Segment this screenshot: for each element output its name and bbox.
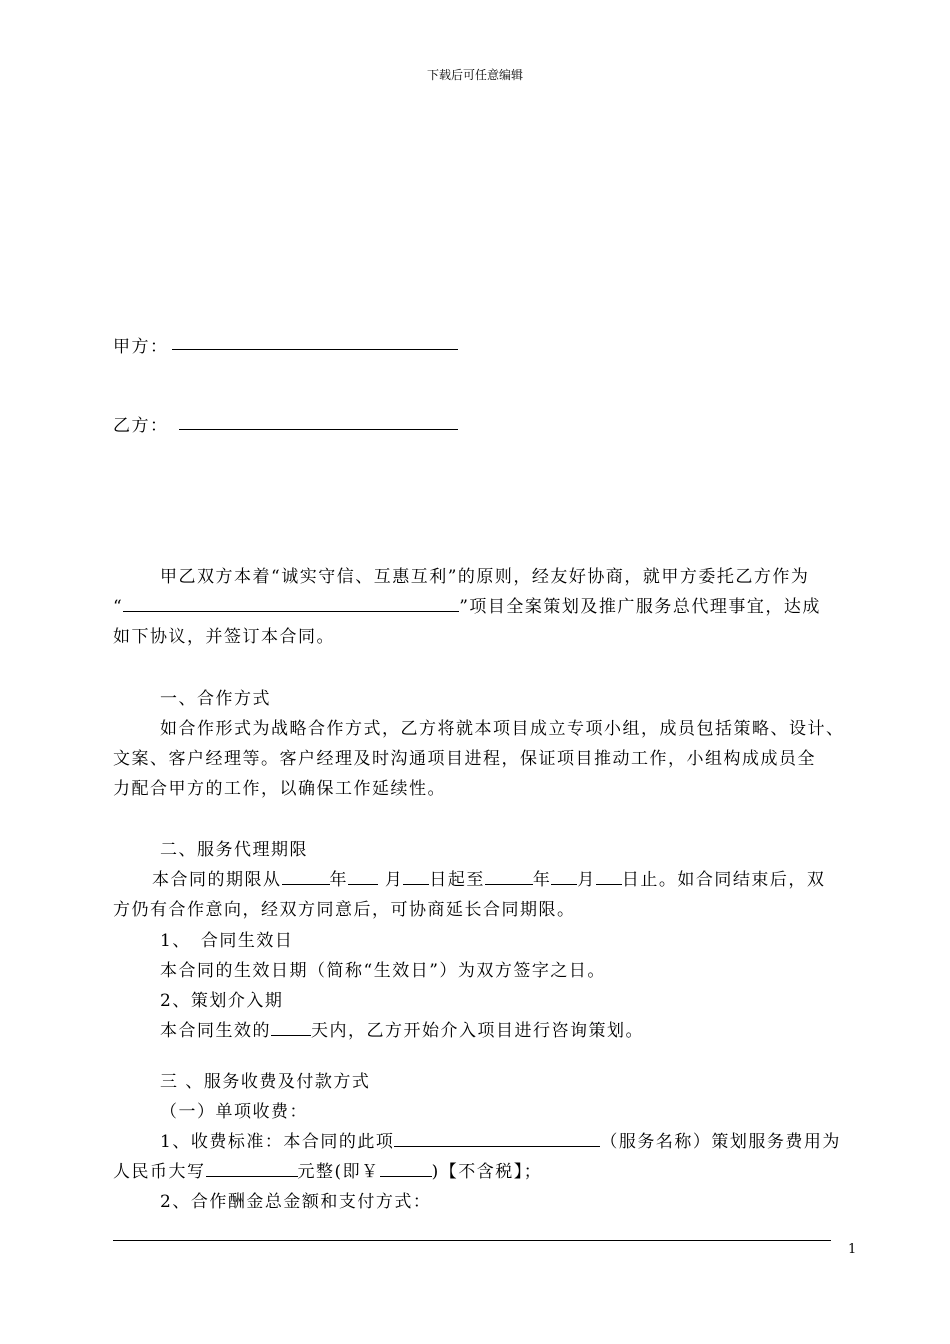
service-name-blank bbox=[394, 1132, 600, 1147]
term-year-1: 年 bbox=[329, 870, 348, 890]
item-2-prefix: 本合同生效的 bbox=[160, 1021, 271, 1041]
open-quote: “ bbox=[113, 597, 124, 617]
section-3-heading: 三 、服务收费及付款方式 bbox=[160, 1072, 371, 1092]
fee-line-2 bbox=[113, 1157, 542, 1182]
section-1-heading: 一、合作方式 bbox=[160, 689, 271, 709]
term-day-from: 日起至 bbox=[429, 870, 485, 890]
amount-words-blank bbox=[206, 1162, 298, 1177]
intro-line-1: 甲乙双方本着“诚实守信、互惠互利”的原则，经友好协商，就甲方委托乙方作为 bbox=[160, 567, 810, 587]
intro-line-2-rest: ”项目全案策划及推广服务总代理事宜，达成 bbox=[459, 597, 821, 617]
start-month-blank bbox=[348, 870, 378, 885]
project-name-blank bbox=[123, 597, 459, 612]
end-year-blank bbox=[485, 870, 533, 885]
start-year-blank bbox=[282, 870, 330, 885]
fee-2-mid: 元整(即￥ bbox=[297, 1162, 380, 1182]
section-1-line-1: 如合作形式为战略合作方式，乙方将就本项目成立专项小组，成员包括策略、设计、 bbox=[160, 719, 845, 739]
section-1-line-2: 文案、客户经理等。客户经理及时沟通项目进程，保证项目推动工作，小组构成成员全 bbox=[113, 749, 816, 769]
section-2-heading: 二、服务代理期限 bbox=[160, 840, 308, 860]
fee-line-1 bbox=[160, 1127, 841, 1152]
fee-2-prefix: 人民币大写 bbox=[113, 1162, 206, 1182]
fee-1-suffix: （服务名称）策划服务费用为 bbox=[600, 1132, 841, 1152]
fee-2-suffix: )【不含税】； bbox=[431, 1162, 543, 1182]
section-1-line-3: 力配合甲方的工作，以确保工作延续性。 bbox=[113, 779, 446, 799]
party-a-label: 甲方： bbox=[113, 337, 169, 357]
term-line bbox=[152, 865, 825, 890]
item-2-text bbox=[160, 1016, 644, 1041]
term-month-1: 月 bbox=[384, 870, 404, 890]
term-prefix: 本合同的期限从 bbox=[152, 870, 282, 890]
term-year-2: 年 bbox=[532, 870, 552, 890]
amount-number-blank bbox=[380, 1162, 432, 1177]
end-day-blank bbox=[596, 870, 622, 885]
fee-item-2: 2、合作酬金总金额和支付方式： bbox=[160, 1192, 432, 1212]
item-1-heading: 1、 合同生效日 bbox=[160, 931, 294, 951]
days-blank bbox=[271, 1021, 311, 1036]
party-a-blank bbox=[172, 349, 458, 350]
item-2-suffix: 天内，乙方开始介入项目进行咨询策划。 bbox=[311, 1021, 644, 1041]
term-day-end: 日止。如合同结束后，双 bbox=[621, 870, 826, 890]
start-day-blank bbox=[403, 870, 429, 885]
section-3-subheading: （一）单项收费： bbox=[160, 1102, 308, 1122]
end-month-blank bbox=[551, 870, 577, 885]
page-number: 1 bbox=[848, 1242, 857, 1257]
party-b-blank bbox=[179, 429, 458, 430]
intro-line-2 bbox=[113, 592, 821, 617]
term-line-2: 方仍有合作意向，经双方同意后，可协商延长合同期限。 bbox=[113, 900, 576, 920]
term-month-2: 月 bbox=[577, 870, 596, 890]
item-1-text: 本合同的生效日期（简称“生效日”）为双方签字之日。 bbox=[160, 961, 606, 981]
party-b-label: 乙方： bbox=[113, 416, 169, 436]
footer-rule bbox=[113, 1240, 831, 1241]
fee-1-prefix: 1、收费标准：本合同的此项 bbox=[160, 1132, 395, 1152]
page-header: 下载后可任意编辑 bbox=[426, 68, 523, 82]
item-2-heading: 2、策划介入期 bbox=[160, 991, 284, 1011]
intro-line-3: 如下协议，并签订本合同。 bbox=[113, 627, 335, 647]
